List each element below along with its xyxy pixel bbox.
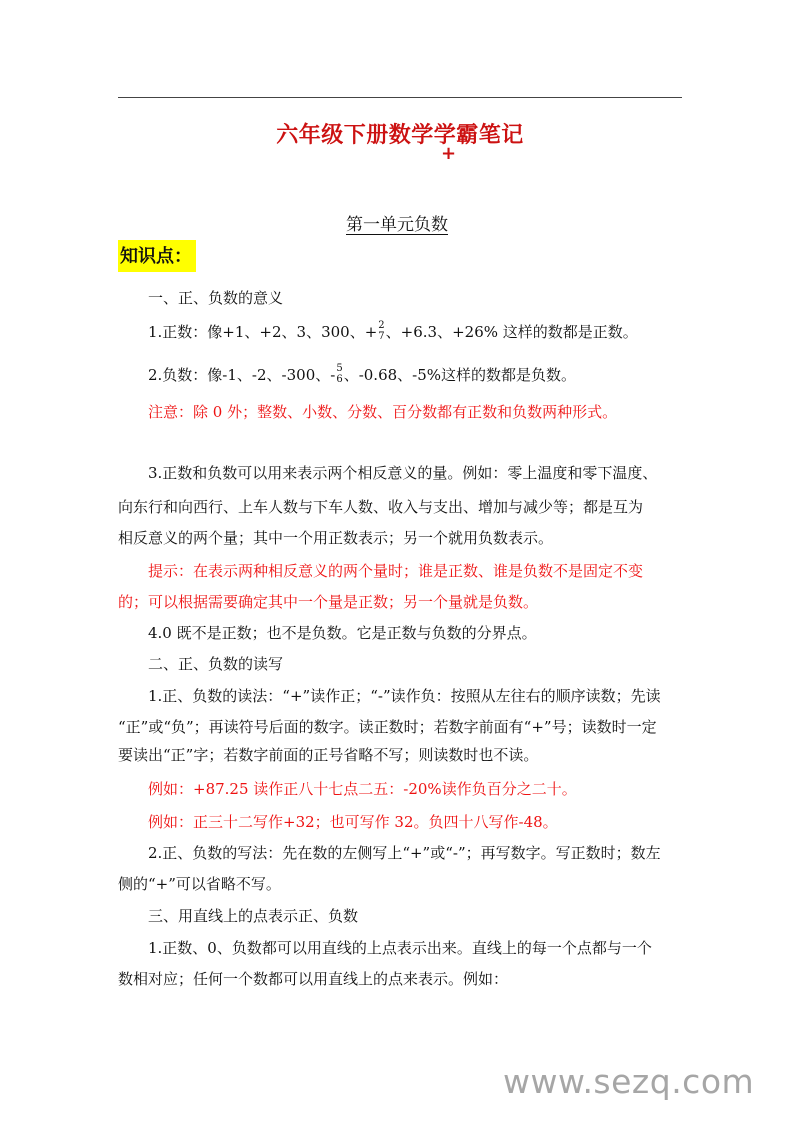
positive-suffix: 、+6.3、+26% 这样的数都是正数。 (385, 323, 638, 341)
header-rule (118, 97, 682, 98)
negative-number-definition (148, 365, 576, 387)
number-line-text-2: 数相对应；任何一个数都可以用直线上的点来表示。例如： (118, 970, 509, 988)
note-text: 注意：除 0 外；整数、小数、分数、百分数都有正数和负数两种形式。 (148, 403, 618, 421)
section-heading-meaning: 一、正、负数的意义 (148, 289, 284, 307)
hint-line-1: 提示：在表示两种相反意义的两个量时；谁是正数、谁是负数不是固定不变 (148, 562, 644, 580)
reading-example: 例如：+87.25 读作正八十七点二五：-20%读作负百分之二十。 (148, 780, 577, 798)
opposite-quantities-line-1: 3.正数和负数可以用来表示两个相反意义的量。例如：零上温度和零下温度、 (148, 464, 658, 482)
zero-definition: 4.0 既不是正数；也不是负数。它是正数与负数的分界点。 (148, 624, 537, 642)
opposite-quantities-line-2: 向东行和向西行、上车人数与下车人数、收入与支出、增加与减少等；都是互为 (118, 498, 644, 516)
opposite-quantities-line-3: 相反意义的两个量；其中一个用正数表示；另一个就用负数表示。 (118, 529, 554, 547)
section-heading-number-line: 三、用直线上的点表示正、负数 (148, 907, 359, 925)
negative-prefix: 2.负数：像-1、-2、-300、- (148, 366, 336, 384)
negative-suffix: 、-0.68、-5%这样的数都是负数。 (343, 366, 577, 384)
hint-line-2: 的；可以根据需要确定其中一个量是正数；另一个量就是负数。 (118, 593, 539, 611)
positive-number-definition (148, 322, 638, 344)
fraction-two-sevenths: 2 7 (378, 320, 385, 342)
unit-title-text: 第一单元负数 (346, 215, 448, 235)
unit-title (0, 210, 800, 235)
site-watermark: www.sezq.com (503, 1062, 755, 1101)
writing-example: 例如：正三十二写作+32；也可写作 32。负四十八写作-48。 (148, 813, 558, 831)
fraction-five-sixths: 5 6 (336, 363, 343, 385)
writing-rule-line-1: 2.正、负数的写法：先在数的左侧写上“+”或“-”；再写数字。写正数时；数左 (148, 844, 661, 862)
section-heading-read-write: 二、正、负数的读写 (148, 655, 284, 673)
number-line-text-1: 1.正数、0、负数都可以用直线的上点表示出来。直线上的每一个点都与一个 (148, 939, 652, 957)
reading-rule-line-3: 要读出“正”字；若数字前面的正号省略不写；则读数时也不读。 (118, 746, 539, 764)
knowledge-points-label: 知识点： (118, 240, 196, 272)
reading-rule-line-2: “正”或“负”；再读符号后面的数字。读正数时；若数字前面有“+”号；读数时一定 (118, 718, 657, 736)
writing-rule-line-2: 侧的“+”可以省略不写。 (118, 875, 281, 893)
positive-prefix: 1.正数：像+1、+2、3、300、+ (148, 323, 378, 341)
document-title: 六年级下册数学学霸笔记 (276, 123, 524, 148)
reading-rule-line-1: 1.正、负数的读法：“+”读作正；“-”读作负：按照从左往右的顺序读数；先读 (148, 687, 661, 705)
title-plus-mark: + (441, 143, 457, 164)
